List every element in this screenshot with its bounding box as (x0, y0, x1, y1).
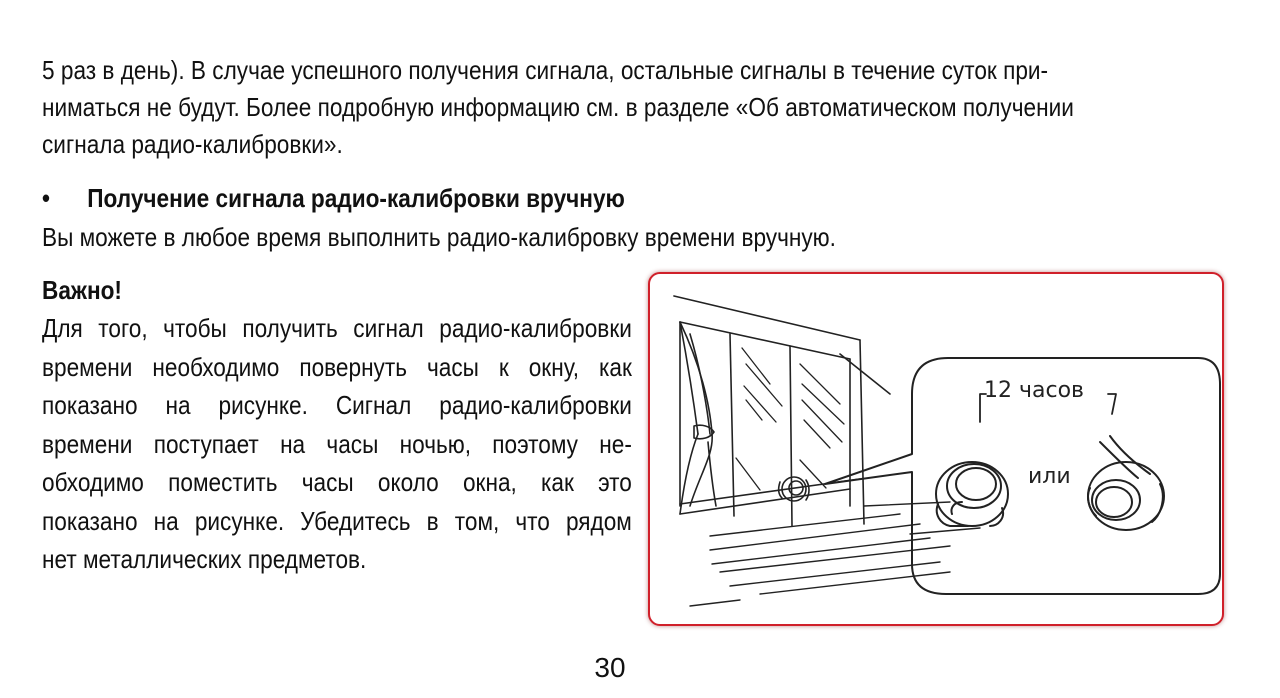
curtain (680, 322, 716, 514)
large-watch-side-icon (1088, 436, 1164, 530)
important-line: показано на рисунке. Сигнал радио-калибровки (42, 390, 632, 420)
window-illustration (648, 272, 1224, 626)
important-line: показано на рисунке. Убедитесь в том, что рядом (42, 505, 632, 536)
intro-paragraph (42, 52, 1074, 163)
important-line: Для того, чтобы получить сигнал радио-калибровки (42, 313, 632, 343)
room-window-drawing (650, 274, 1224, 626)
important-title: Важно! (42, 275, 122, 305)
twelve-oclock-label: 12 часов (984, 378, 1084, 403)
important-paragraph (42, 309, 632, 579)
intro-line: 5 раз в день). В случае успешного получения сигнала, остальные сигналы в течение суток при- (42, 55, 1049, 85)
bullet-icon: • (42, 183, 50, 213)
page-number: 30 (594, 652, 626, 683)
important-line: обходимо поместить часы около окна, как это (42, 467, 632, 497)
important-line: нет металлических предметов. (42, 544, 367, 574)
intro-line: сигнала радио-калибровки». (42, 129, 343, 159)
important-line: времени необходимо повернуть часы к окну, как (42, 351, 632, 382)
or-label: или (1028, 464, 1071, 489)
section-heading-text: Получение сигнала радио-калибровки вручную (87, 183, 625, 213)
intro-line: ниматься не будут. Более подробную информацию см. в разделе «Об автоматическом получении (42, 92, 1074, 122)
section-heading (42, 180, 625, 217)
section-text: Вы можете в любое время выполнить радио-калибровку времени вручную. (42, 222, 836, 252)
large-watch-front-icon (936, 462, 1008, 526)
important-line: времени поступает на часы ночью, поэтому не- (42, 428, 632, 459)
sill-lines (690, 502, 980, 606)
